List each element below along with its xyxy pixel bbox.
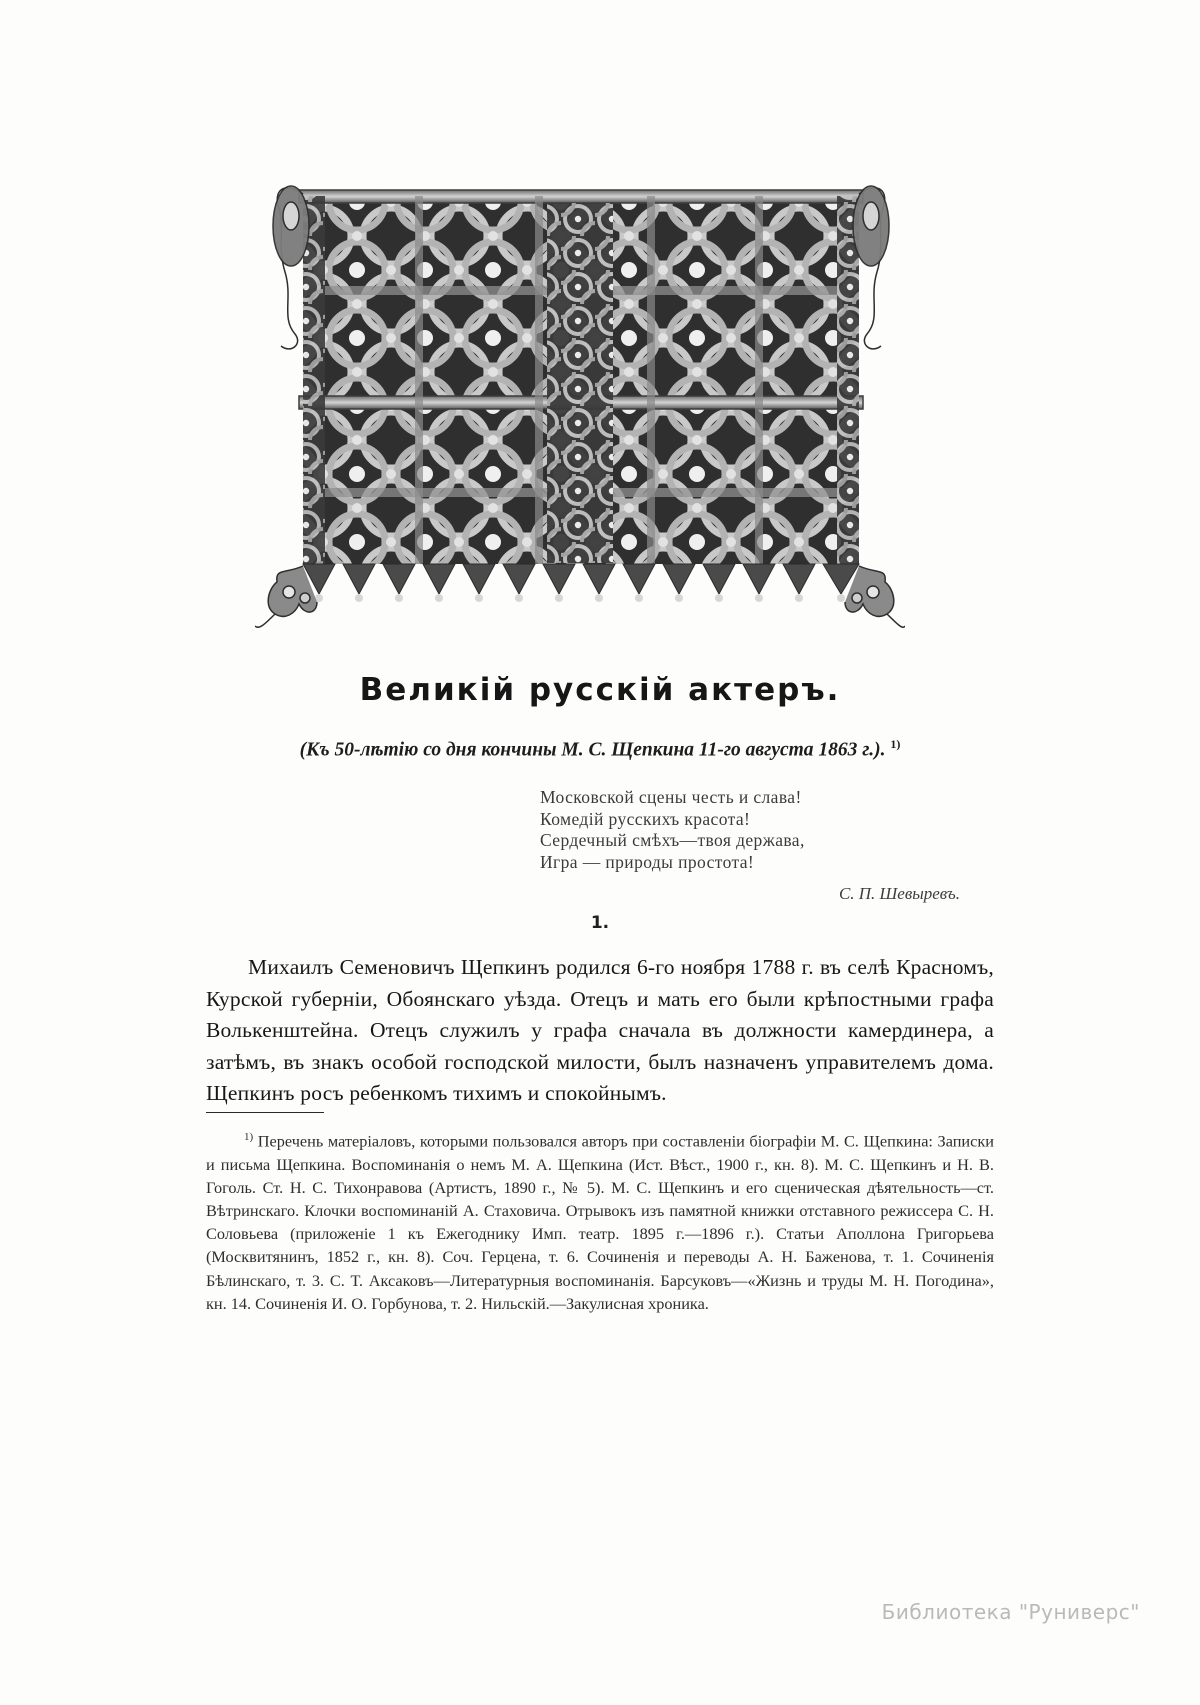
footnote-text: Перечень матерiаловъ, которыми пользовался авторъ при составленiи бiографiи М. С. Щепкина: Записки и письма Щепкина. Воспоминанiя о немъ М. А. Щепкина (Ист. Вѣст., 1900 г., кн. 8). М. С. Щепкинъ и Н. В. Гоголь. Ст. Н. С. Тихонравова (Артистъ, 1890 г., № 5). М. С. Щепкинъ и его сценическая дѣятельность—ст. Вѣтринскаго. Клочки воспоминанiй А. Стаховича. Отрывокъ изъ памятной книжки отставного режиссера С. Н. Соловьева (приложенiе 1 къ Ежегоднику Имп. театр. 1895 г.—1896 г.). Статьи Аполлона Григорьева (Москвитянинъ, 1852 г., кн. 8). Соч. Герцена, т. 6. Сочиненiя и переводы А. Н. Баженова, т. 1. Сочиненiя Бѣлинскаго, т. 3. С. Т. Аксаковъ—Литературныя воспоминанiя. Барсуковъ—«Жизнь и труды М. Н. Погодина», кн. 14. Сочиненiя И. О. Горбунова, т. 2. Нильскiй.—Закулисная хроника. xyxy=(206,1131,994,1313)
ornament-illustration xyxy=(255,168,905,633)
footnote-divider xyxy=(206,1112,324,1113)
section-number: 1. xyxy=(590,913,610,933)
epigraph-line: Игра — природы простота! xyxy=(540,851,755,872)
page-subtitle xyxy=(0,737,1200,762)
library-watermark: Библиотека "Руниверс" xyxy=(881,1600,1140,1624)
epigraph-attribution: С. П. Шевыревъ. xyxy=(838,884,960,903)
epigraph xyxy=(540,787,960,873)
epigraph-line: Сердечный смѣхъ—твоя держава, xyxy=(540,830,805,850)
epigraph-line: Комедiй русскихъ красота! xyxy=(540,808,751,829)
footnote-marker: 1) xyxy=(244,1131,254,1143)
page-title: Великiй русскiй актеръ. xyxy=(359,672,841,708)
epigraph-line: Московской сцены честь и слава! xyxy=(540,787,802,807)
body-paragraph: Михаилъ Семеновичъ Щепкинъ родился 6-го ноября 1788 г. въ селѣ Красномъ, Курской губернiи, Обоянскаго уѣзда. Отецъ и мать его были крѣпостными графа Волькенштейна. Отецъ служилъ у графа сначала въ должности камердинера, а затѣмъ, въ знакъ особой господской милости, былъ назначенъ управителемъ дома. Щепкинъ росъ ребенкомъ тихимъ и спокойнымъ. xyxy=(206,955,994,1105)
subtitle-footnote-marker: 1) xyxy=(890,737,901,751)
footnote xyxy=(206,1126,994,1315)
subtitle-text: (Къ 50-лѣтiю со дня кончины М. С. Щепкина 11-го августа 1863 г.). xyxy=(299,739,886,761)
footnote-paragraph xyxy=(206,1126,994,1315)
body-text xyxy=(206,952,994,1110)
